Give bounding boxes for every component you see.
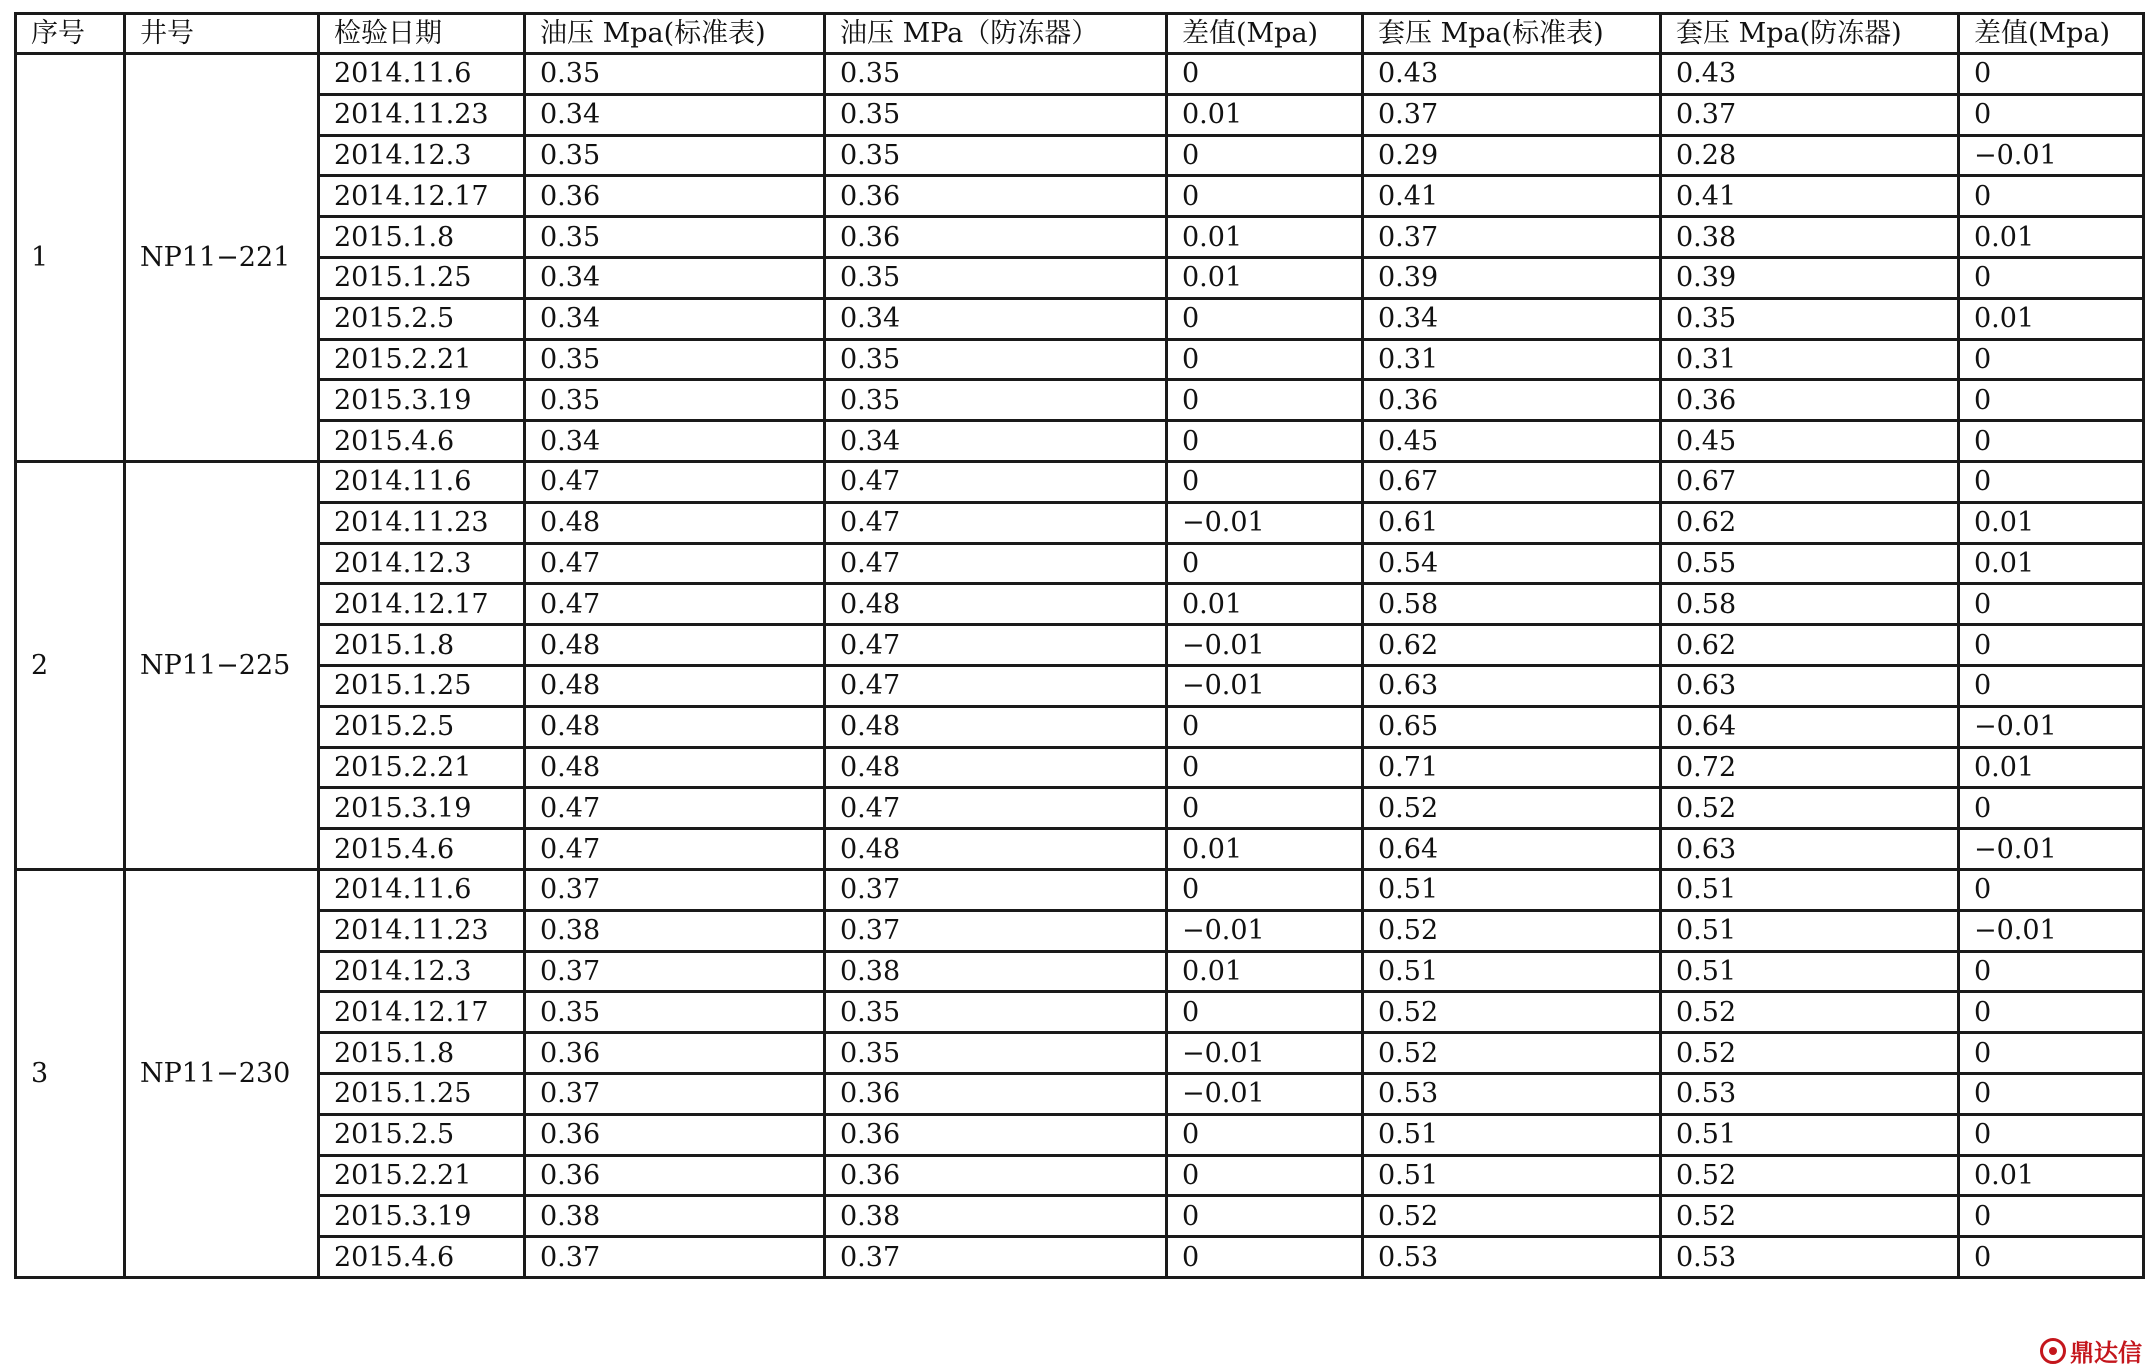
tubing-standard-cell: 0.47 [525, 584, 825, 625]
tubing-standard-cell: 0.35 [525, 992, 825, 1033]
casing-diff-cell: −0.01 [1959, 706, 2144, 747]
date-cell: 2015.4.6 [319, 421, 525, 462]
header-casing-antifreeze: 套压 Mpa(防冻器) [1661, 14, 1959, 54]
casing-antifreeze-cell: 0.38 [1661, 217, 1959, 258]
tubing-antifreeze-cell: 0.38 [825, 1196, 1167, 1237]
casing-standard-cell: 0.52 [1363, 1196, 1661, 1237]
tubing-antifreeze-cell: 0.47 [825, 502, 1167, 543]
date-cell: 2015.2.5 [319, 298, 525, 339]
header-well: 井号 [125, 14, 319, 54]
tubing-antifreeze-cell: 0.35 [825, 339, 1167, 380]
date-cell: 2015.4.6 [319, 1237, 525, 1278]
date-cell: 2014.12.3 [319, 543, 525, 584]
tubing-antifreeze-cell: 0.47 [825, 665, 1167, 706]
date-cell: 2015.1.8 [319, 625, 525, 666]
tubing-antifreeze-cell: 0.36 [825, 1073, 1167, 1114]
tubing-standard-cell: 0.37 [525, 869, 825, 910]
casing-diff-cell: 0 [1959, 869, 2144, 910]
casing-antifreeze-cell: 0.64 [1661, 706, 1959, 747]
table-row [16, 1114, 2144, 1155]
casing-standard-cell: 0.37 [1363, 94, 1661, 135]
date-cell: 2014.11.23 [319, 502, 525, 543]
table-header [16, 14, 2144, 54]
tubing-diff-cell: 0 [1167, 1114, 1363, 1155]
casing-antifreeze-cell: 0.28 [1661, 135, 1959, 176]
casing-antifreeze-cell: 0.63 [1661, 829, 1959, 870]
casing-standard-cell: 0.29 [1363, 135, 1661, 176]
group-index-cell: 2 [16, 461, 125, 869]
casing-standard-cell: 0.53 [1363, 1237, 1661, 1278]
casing-standard-cell: 0.64 [1363, 829, 1661, 870]
date-cell: 2015.3.19 [319, 380, 525, 421]
casing-standard-cell: 0.54 [1363, 543, 1661, 584]
casing-standard-cell: 0.65 [1363, 706, 1661, 747]
casing-standard-cell: 0.43 [1363, 54, 1661, 95]
casing-diff-cell: 0 [1959, 339, 2144, 380]
casing-diff-cell: 0 [1959, 665, 2144, 706]
casing-standard-cell: 0.51 [1363, 1155, 1661, 1196]
tubing-standard-cell: 0.37 [525, 951, 825, 992]
table-row [16, 788, 2144, 829]
tubing-diff-cell: 0 [1167, 339, 1363, 380]
tubing-antifreeze-cell: 0.48 [825, 747, 1167, 788]
tubing-standard-cell: 0.37 [525, 1237, 825, 1278]
casing-antifreeze-cell: 0.53 [1661, 1237, 1959, 1278]
tubing-diff-cell: 0.01 [1167, 951, 1363, 992]
casing-diff-cell: 0 [1959, 1114, 2144, 1155]
date-cell: 2014.11.23 [319, 910, 525, 951]
casing-antifreeze-cell: 0.51 [1661, 910, 1959, 951]
tubing-antifreeze-cell: 0.35 [825, 94, 1167, 135]
tubing-standard-cell: 0.48 [525, 502, 825, 543]
watermark-logo-icon [2040, 1338, 2066, 1364]
casing-antifreeze-cell: 0.37 [1661, 94, 1959, 135]
header-date: 检验日期 [319, 14, 525, 54]
watermark-logo [2040, 1333, 2142, 1368]
casing-standard-cell: 0.52 [1363, 992, 1661, 1033]
casing-diff-cell: 0.01 [1959, 298, 2144, 339]
header-casing-diff: 差值(Mpa) [1959, 14, 2144, 54]
tubing-standard-cell: 0.37 [525, 1073, 825, 1114]
table-row [16, 706, 2144, 747]
tubing-antifreeze-cell: 0.35 [825, 135, 1167, 176]
casing-antifreeze-cell: 0.55 [1661, 543, 1959, 584]
date-cell: 2015.1.8 [319, 1033, 525, 1074]
date-cell: 2015.2.5 [319, 706, 525, 747]
date-cell: 2014.11.23 [319, 94, 525, 135]
tubing-standard-cell: 0.35 [525, 54, 825, 95]
casing-diff-cell: 0.01 [1959, 543, 2144, 584]
tubing-standard-cell: 0.34 [525, 298, 825, 339]
casing-diff-cell: −0.01 [1959, 135, 2144, 176]
header-row [16, 14, 2144, 54]
table-row [16, 992, 2144, 1033]
casing-diff-cell: 0 [1959, 584, 2144, 625]
date-cell: 2015.2.21 [319, 747, 525, 788]
tubing-standard-cell: 0.48 [525, 625, 825, 666]
tubing-diff-cell: 0.01 [1167, 584, 1363, 625]
casing-antifreeze-cell: 0.63 [1661, 665, 1959, 706]
pressure-comparison-table [14, 12, 2145, 1279]
tubing-standard-cell: 0.38 [525, 910, 825, 951]
tubing-standard-cell: 0.47 [525, 788, 825, 829]
tubing-diff-cell: 0 [1167, 421, 1363, 462]
tubing-diff-cell: 0 [1167, 992, 1363, 1033]
tubing-diff-cell: 0 [1167, 461, 1363, 502]
casing-diff-cell: 0 [1959, 257, 2144, 298]
casing-diff-cell: 0 [1959, 788, 2144, 829]
casing-diff-cell: 0 [1959, 176, 2144, 217]
tubing-standard-cell: 0.47 [525, 461, 825, 502]
table-row [16, 176, 2144, 217]
table-row [16, 135, 2144, 176]
tubing-standard-cell: 0.35 [525, 217, 825, 258]
casing-diff-cell: 0.01 [1959, 1155, 2144, 1196]
casing-antifreeze-cell: 0.51 [1661, 869, 1959, 910]
tubing-standard-cell: 0.47 [525, 543, 825, 584]
casing-diff-cell: 0.01 [1959, 502, 2144, 543]
date-cell: 2015.1.25 [319, 665, 525, 706]
tubing-diff-cell: 0 [1167, 54, 1363, 95]
casing-diff-cell: 0 [1959, 421, 2144, 462]
tubing-diff-cell: 0.01 [1167, 829, 1363, 870]
table-row [16, 869, 2144, 910]
tubing-antifreeze-cell: 0.47 [825, 461, 1167, 502]
tubing-diff-cell: −0.01 [1167, 910, 1363, 951]
tubing-diff-cell: 0 [1167, 298, 1363, 339]
table-row [16, 625, 2144, 666]
casing-antifreeze-cell: 0.39 [1661, 257, 1959, 298]
date-cell: 2014.11.6 [319, 54, 525, 95]
tubing-diff-cell: 0 [1167, 1237, 1363, 1278]
date-cell: 2015.3.19 [319, 788, 525, 829]
casing-diff-cell: 0 [1959, 1196, 2144, 1237]
tubing-antifreeze-cell: 0.36 [825, 1155, 1167, 1196]
casing-antifreeze-cell: 0.58 [1661, 584, 1959, 625]
casing-standard-cell: 0.36 [1363, 380, 1661, 421]
casing-antifreeze-cell: 0.36 [1661, 380, 1959, 421]
watermark-text: 鼎达信 [2070, 1339, 2142, 1367]
tubing-standard-cell: 0.35 [525, 339, 825, 380]
tubing-standard-cell: 0.34 [525, 257, 825, 298]
tubing-antifreeze-cell: 0.37 [825, 910, 1167, 951]
casing-antifreeze-cell: 0.62 [1661, 502, 1959, 543]
casing-standard-cell: 0.52 [1363, 1033, 1661, 1074]
tubing-standard-cell: 0.47 [525, 829, 825, 870]
casing-diff-cell: −0.01 [1959, 829, 2144, 870]
tubing-diff-cell: 0 [1167, 747, 1363, 788]
casing-standard-cell: 0.63 [1363, 665, 1661, 706]
table-row [16, 747, 2144, 788]
tubing-antifreeze-cell: 0.36 [825, 1114, 1167, 1155]
table-row [16, 461, 2144, 502]
date-cell: 2014.12.17 [319, 992, 525, 1033]
casing-antifreeze-cell: 0.31 [1661, 339, 1959, 380]
date-cell: 2015.2.5 [319, 1114, 525, 1155]
table-row [16, 665, 2144, 706]
date-cell: 2014.12.17 [319, 176, 525, 217]
tubing-antifreeze-cell: 0.37 [825, 869, 1167, 910]
tubing-standard-cell: 0.35 [525, 380, 825, 421]
tubing-standard-cell: 0.48 [525, 747, 825, 788]
tubing-antifreeze-cell: 0.47 [825, 625, 1167, 666]
tubing-standard-cell: 0.48 [525, 665, 825, 706]
casing-diff-cell: 0 [1959, 54, 2144, 95]
tubing-standard-cell: 0.34 [525, 421, 825, 462]
casing-antifreeze-cell: 0.41 [1661, 176, 1959, 217]
table-row [16, 1033, 2144, 1074]
casing-diff-cell: 0.01 [1959, 217, 2144, 258]
casing-standard-cell: 0.62 [1363, 625, 1661, 666]
tubing-antifreeze-cell: 0.36 [825, 217, 1167, 258]
casing-antifreeze-cell: 0.67 [1661, 461, 1959, 502]
casing-standard-cell: 0.37 [1363, 217, 1661, 258]
casing-standard-cell: 0.45 [1363, 421, 1661, 462]
casing-standard-cell: 0.58 [1363, 584, 1661, 625]
tubing-standard-cell: 0.36 [525, 1114, 825, 1155]
casing-diff-cell: −0.01 [1959, 910, 2144, 951]
table-row [16, 54, 2144, 95]
casing-antifreeze-cell: 0.72 [1661, 747, 1959, 788]
table-row [16, 951, 2144, 992]
table-body [16, 54, 2144, 1278]
casing-diff-cell: 0 [1959, 1073, 2144, 1114]
date-cell: 2014.12.3 [319, 135, 525, 176]
casing-diff-cell: 0 [1959, 625, 2144, 666]
casing-antifreeze-cell: 0.53 [1661, 1073, 1959, 1114]
header-tubing-standard: 油压 Mpa(标准表) [525, 14, 825, 54]
table-row [16, 339, 2144, 380]
tubing-standard-cell: 0.48 [525, 706, 825, 747]
table-row [16, 217, 2144, 258]
tubing-antifreeze-cell: 0.48 [825, 706, 1167, 747]
tubing-diff-cell: 0 [1167, 788, 1363, 829]
casing-diff-cell: 0 [1959, 951, 2144, 992]
table-row [16, 94, 2144, 135]
tubing-standard-cell: 0.36 [525, 1155, 825, 1196]
casing-standard-cell: 0.51 [1363, 951, 1661, 992]
casing-antifreeze-cell: 0.51 [1661, 1114, 1959, 1155]
tubing-antifreeze-cell: 0.36 [825, 176, 1167, 217]
tubing-diff-cell: 0 [1167, 869, 1363, 910]
date-cell: 2015.2.21 [319, 339, 525, 380]
tubing-antifreeze-cell: 0.48 [825, 584, 1167, 625]
date-cell: 2014.12.3 [319, 951, 525, 992]
tubing-diff-cell: 0 [1167, 176, 1363, 217]
date-cell: 2015.1.8 [319, 217, 525, 258]
table-row [16, 298, 2144, 339]
tubing-antifreeze-cell: 0.35 [825, 257, 1167, 298]
group-well-cell: NP11−230 [125, 869, 319, 1277]
casing-antifreeze-cell: 0.35 [1661, 298, 1959, 339]
date-cell: 2015.3.19 [319, 1196, 525, 1237]
tubing-antifreeze-cell: 0.35 [825, 992, 1167, 1033]
date-cell: 2014.11.6 [319, 869, 525, 910]
date-cell: 2015.4.6 [319, 829, 525, 870]
tubing-diff-cell: −0.01 [1167, 1033, 1363, 1074]
tubing-diff-cell: −0.01 [1167, 625, 1363, 666]
table-row [16, 421, 2144, 462]
casing-antifreeze-cell: 0.52 [1661, 1155, 1959, 1196]
casing-antifreeze-cell: 0.52 [1661, 1196, 1959, 1237]
table-row [16, 1196, 2144, 1237]
casing-diff-cell: 0.01 [1959, 747, 2144, 788]
date-cell: 2014.11.6 [319, 461, 525, 502]
tubing-standard-cell: 0.36 [525, 176, 825, 217]
casing-antifreeze-cell: 0.51 [1661, 951, 1959, 992]
casing-standard-cell: 0.39 [1363, 257, 1661, 298]
casing-diff-cell: 0 [1959, 461, 2144, 502]
tubing-antifreeze-cell: 0.48 [825, 829, 1167, 870]
tubing-diff-cell: −0.01 [1167, 1073, 1363, 1114]
group-index-cell: 1 [16, 54, 125, 462]
casing-antifreeze-cell: 0.62 [1661, 625, 1959, 666]
header-tubing-diff: 差值(Mpa) [1167, 14, 1363, 54]
group-index-cell: 3 [16, 869, 125, 1277]
table-row [16, 543, 2144, 584]
header-tubing-antifreeze: 油压 MPa（防冻器） [825, 14, 1167, 54]
casing-standard-cell: 0.51 [1363, 1114, 1661, 1155]
tubing-antifreeze-cell: 0.47 [825, 788, 1167, 829]
table-row [16, 1073, 2144, 1114]
group-well-cell: NP11−221 [125, 54, 319, 462]
casing-diff-cell: 0 [1959, 380, 2144, 421]
table-row [16, 584, 2144, 625]
casing-standard-cell: 0.34 [1363, 298, 1661, 339]
group-well-cell: NP11−225 [125, 461, 319, 869]
casing-antifreeze-cell: 0.45 [1661, 421, 1959, 462]
tubing-antifreeze-cell: 0.35 [825, 54, 1167, 95]
tubing-diff-cell: 0 [1167, 380, 1363, 421]
casing-standard-cell: 0.52 [1363, 910, 1661, 951]
tubing-antifreeze-cell: 0.34 [825, 421, 1167, 462]
date-cell: 2015.1.25 [319, 257, 525, 298]
tubing-standard-cell: 0.34 [525, 94, 825, 135]
tubing-antifreeze-cell: 0.35 [825, 380, 1167, 421]
tubing-diff-cell: 0 [1167, 1196, 1363, 1237]
tubing-diff-cell: −0.01 [1167, 502, 1363, 543]
table-row [16, 380, 2144, 421]
tubing-standard-cell: 0.35 [525, 135, 825, 176]
tubing-antifreeze-cell: 0.35 [825, 1033, 1167, 1074]
tubing-antifreeze-cell: 0.47 [825, 543, 1167, 584]
date-cell: 2015.1.25 [319, 1073, 525, 1114]
casing-diff-cell: 0 [1959, 94, 2144, 135]
casing-standard-cell: 0.41 [1363, 176, 1661, 217]
casing-antifreeze-cell: 0.43 [1661, 54, 1959, 95]
casing-standard-cell: 0.52 [1363, 788, 1661, 829]
table-row [16, 1155, 2144, 1196]
tubing-antifreeze-cell: 0.38 [825, 951, 1167, 992]
tubing-diff-cell: 0 [1167, 543, 1363, 584]
table-row [16, 829, 2144, 870]
casing-standard-cell: 0.31 [1363, 339, 1661, 380]
header-casing-standard: 套压 Mpa(标准表) [1363, 14, 1661, 54]
casing-standard-cell: 0.53 [1363, 1073, 1661, 1114]
casing-diff-cell: 0 [1959, 992, 2144, 1033]
casing-diff-cell: 0 [1959, 1033, 2144, 1074]
table-row [16, 502, 2144, 543]
header-index: 序号 [16, 14, 125, 54]
tubing-diff-cell: 0 [1167, 135, 1363, 176]
casing-standard-cell: 0.71 [1363, 747, 1661, 788]
tubing-diff-cell: −0.01 [1167, 665, 1363, 706]
casing-diff-cell: 0 [1959, 1237, 2144, 1278]
tubing-antifreeze-cell: 0.37 [825, 1237, 1167, 1278]
table-row [16, 257, 2144, 298]
tubing-antifreeze-cell: 0.34 [825, 298, 1167, 339]
tubing-diff-cell: 0.01 [1167, 217, 1363, 258]
date-cell: 2015.2.21 [319, 1155, 525, 1196]
tubing-diff-cell: 0 [1167, 706, 1363, 747]
tubing-diff-cell: 0.01 [1167, 94, 1363, 135]
casing-antifreeze-cell: 0.52 [1661, 1033, 1959, 1074]
casing-standard-cell: 0.61 [1363, 502, 1661, 543]
casing-antifreeze-cell: 0.52 [1661, 788, 1959, 829]
tubing-diff-cell: 0.01 [1167, 257, 1363, 298]
tubing-diff-cell: 0 [1167, 1155, 1363, 1196]
table-row [16, 1237, 2144, 1278]
tubing-standard-cell: 0.38 [525, 1196, 825, 1237]
tubing-standard-cell: 0.36 [525, 1033, 825, 1074]
casing-antifreeze-cell: 0.52 [1661, 992, 1959, 1033]
table-row [16, 910, 2144, 951]
date-cell: 2014.12.17 [319, 584, 525, 625]
casing-standard-cell: 0.51 [1363, 869, 1661, 910]
casing-standard-cell: 0.67 [1363, 461, 1661, 502]
